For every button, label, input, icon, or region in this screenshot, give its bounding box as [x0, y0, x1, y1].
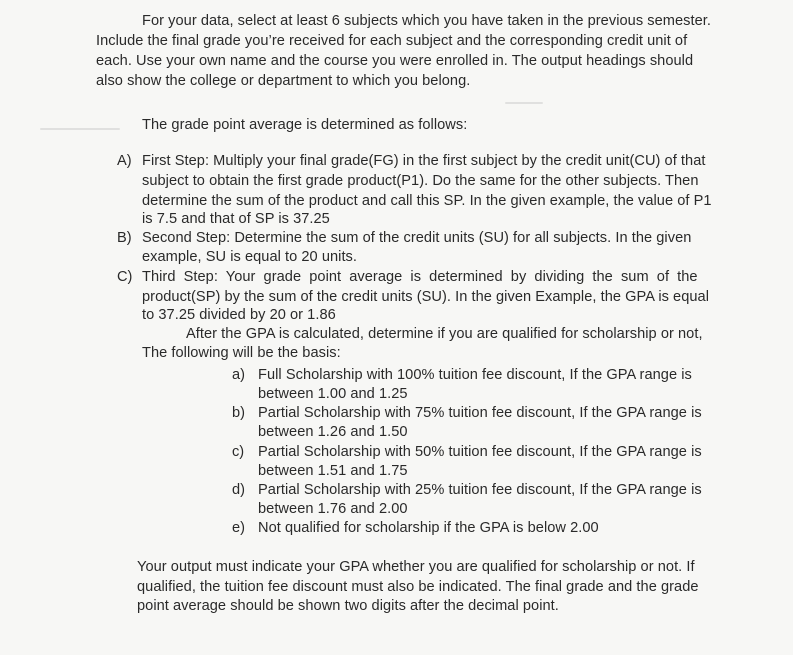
criterion-d-line-2: between 1.76 and 2.00	[258, 501, 408, 517]
criterion-b-line-1: Partial Scholarship with 75% tuition fee discount, If the GPA range is	[258, 405, 702, 421]
criterion-b-marker: b)	[232, 405, 245, 421]
criterion-a-marker: a)	[232, 367, 245, 383]
intro-line-3: each. Use your own name and the course you were enrolled in. The output headings should	[96, 53, 694, 69]
scan-artifact	[505, 102, 543, 104]
step-c-line-1: Third Step: Your grade point average is determined by dividing the sum of the	[142, 269, 698, 285]
closing-line-1: Your output must indicate your GPA whether you are qualified for scholarship or not. If	[137, 559, 695, 575]
step-c-line-2: product(SP) by the sum of the credit units (SU). In the given Example, the GPA is equal	[142, 289, 710, 305]
after-gpa-line-1: After the GPA is calculated, determine if you are qualified for scholarship or not,	[186, 326, 703, 342]
step-a-marker: A)	[117, 153, 132, 169]
criterion-b-line-2: between 1.26 and 1.50	[258, 424, 408, 440]
intro-line-2: Include the final grade you’re received for each subject and the corresponding credit unit of	[96, 33, 688, 49]
intro-line-4: also show the college or department to which you belong.	[96, 73, 471, 89]
closing-line-3: point average should be shown two digits after the decimal point.	[137, 598, 559, 614]
step-a-line-2: subject to obtain the first grade product(P1). Do the same for the other subjects. Then	[142, 173, 699, 189]
closing-line-2: qualified, the tuition fee discount must also be indicated. The final grade and the grade	[137, 579, 699, 595]
criterion-e-line-1: Not qualified for scholarship if the GPA is below 2.00	[258, 520, 599, 536]
after-gpa-line-2: The following will be the basis:	[142, 345, 341, 361]
criterion-d-marker: d)	[232, 482, 245, 498]
step-c-marker: C)	[117, 269, 133, 285]
criterion-e-marker: e)	[232, 520, 245, 536]
step-c-line-3: to 37.25 divided by 20 or 1.86	[142, 307, 336, 323]
step-a-line-1: First Step: Multiply your final grade(FG) in the first subject by the credit unit(CU) of that	[142, 153, 706, 169]
scan-artifact	[40, 128, 120, 130]
step-a-line-3: determine the sum of the product and call this SP. In the given example, the value of P1	[142, 193, 712, 209]
step-b-marker: B)	[117, 230, 132, 246]
criterion-c-line-2: between 1.51 and 1.75	[258, 463, 408, 479]
gpa-heading: The grade point average is determined as follows:	[142, 117, 468, 133]
step-a-line-4: is 7.5 and that of SP is 37.25	[142, 211, 330, 227]
criterion-a-line-2: between 1.00 and 1.25	[258, 386, 408, 402]
step-b-line-2: example, SU is equal to 20 units.	[142, 249, 357, 265]
intro-line-1: For your data, select at least 6 subjects which you have taken in the previous semester.	[142, 13, 711, 29]
step-b-line-1: Second Step: Determine the sum of the credit units (SU) for all subjects. In the given	[142, 230, 692, 246]
criterion-c-line-1: Partial Scholarship with 50% tuition fee discount, If the GPA range is	[258, 444, 702, 460]
criterion-c-marker: c)	[232, 444, 245, 460]
criterion-d-line-1: Partial Scholarship with 25% tuition fee discount, If the GPA range is	[258, 482, 702, 498]
criterion-a-line-1: Full Scholarship with 100% tuition fee discount, If the GPA range is	[258, 367, 692, 383]
